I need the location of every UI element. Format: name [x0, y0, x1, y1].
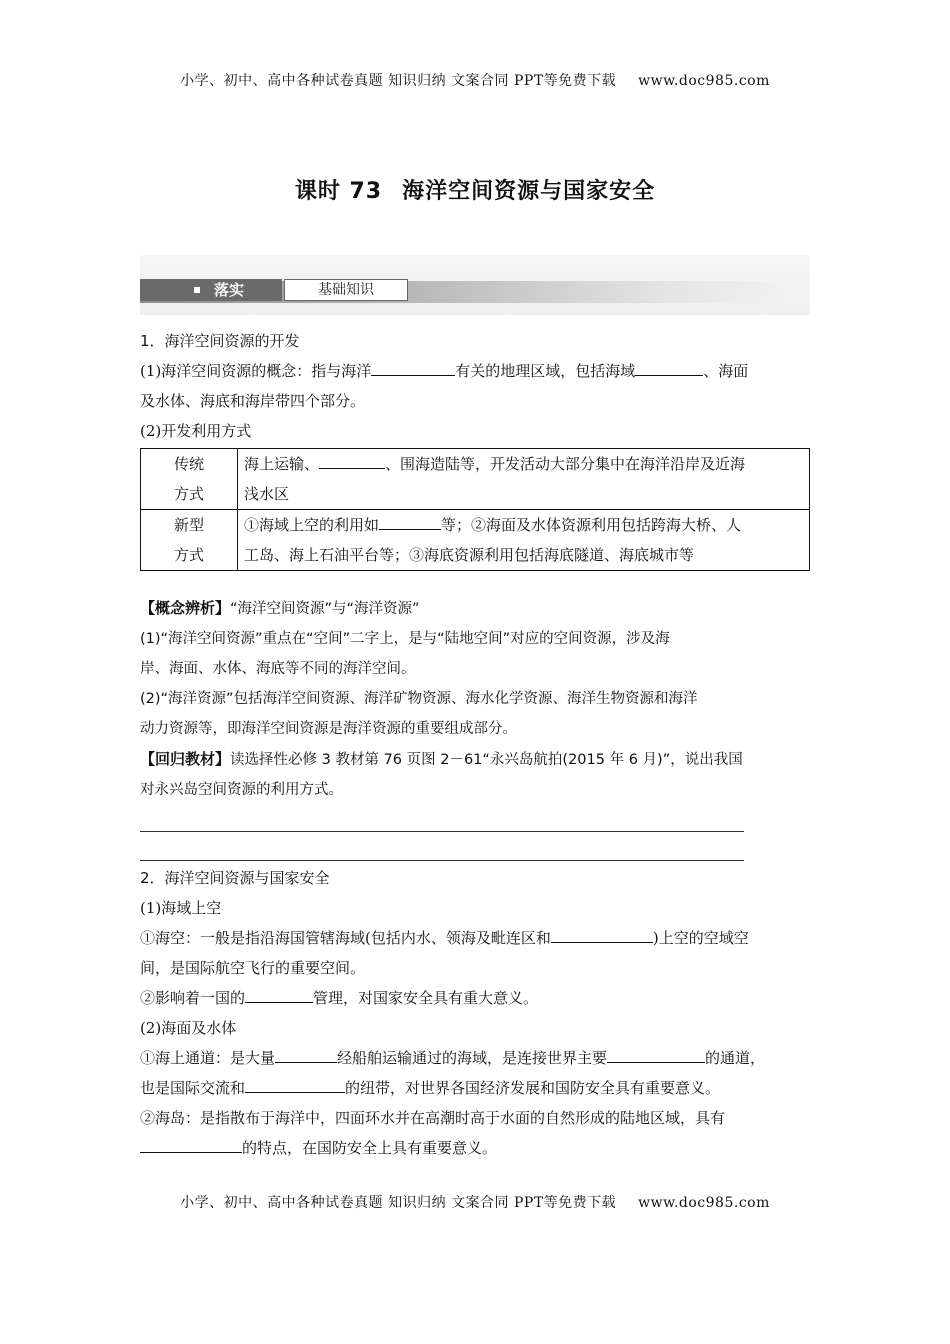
s1-p1c: 、海面 — [703, 362, 749, 380]
s2-a2b-text: 管理，对国家安全具有重大意义。 — [313, 989, 539, 1007]
lesson-title: 海洋空间资源与国家安全 — [402, 179, 656, 204]
s2-a1-cont: 间，是国际航空飞行的重要空间。 — [140, 959, 366, 977]
textbook-tag: 【回归教材】 — [140, 750, 231, 768]
concept-p1-cont: 岸、海面、水体、海底等不同的海洋空间。 — [140, 661, 416, 677]
s2-a2 — [140, 983, 812, 1013]
s2-sub2: (2)海面及水体 — [140, 1019, 237, 1037]
answer-line[interactable] — [140, 834, 744, 861]
concept-title: “海洋空间资源”与“海洋资源” — [230, 601, 420, 617]
table-label — [141, 510, 238, 571]
concept-tag: 【概念辨析】 — [140, 599, 231, 617]
table-label — [141, 449, 238, 510]
s1-heading: 1．海洋空间资源的开发 — [140, 332, 300, 350]
s2-a1-text: ①海空：一般是指沿海国管辖海域(包括内水、领海及毗连区和 — [140, 929, 551, 947]
cell-text: 浅水区 — [244, 485, 290, 503]
s2-b1 — [140, 1043, 812, 1073]
textbook-text: 读选择性必修 3 教材第 76 页图 2－61“永兴岛航拍(2015 年 6 月)”，说出我国 — [230, 752, 743, 768]
development-table — [140, 448, 810, 571]
blank — [371, 357, 455, 376]
cell-text: 、围海造陆等，开发活动大部分集中在海洋沿岸及近海 — [385, 455, 746, 473]
s2-b1b-text: 经船舶运输通过的海域，是连接世界主要 — [337, 1049, 608, 1067]
cell-text: 海上运输、 — [244, 455, 320, 473]
main-content — [140, 326, 812, 1163]
s2-a1b-text: )上空的空域空 — [652, 929, 749, 947]
lesson-number: 课时 73 — [294, 179, 383, 204]
page-footer — [0, 1192, 950, 1212]
label-line: 新型 — [173, 516, 204, 534]
blank — [551, 924, 653, 943]
concept-title-line — [140, 593, 812, 624]
s2-b2: ②海岛：是指散布于海洋中，四面环水并在高潮时高于水面的自然形成的陆地区域，具有 — [140, 1109, 726, 1127]
blank — [245, 1074, 345, 1093]
s2-b1a-text: ①海上通道：是大量 — [140, 1049, 276, 1067]
page-title — [0, 174, 950, 205]
table-row — [141, 449, 810, 510]
s1-p1 — [140, 356, 812, 386]
s2-b2b-text: 的特点，在国防安全上具有重要意义。 — [242, 1139, 498, 1157]
concept-p2: (2)“海洋资源”包括海洋空间资源、海洋矿物资源、海水化学资源、海洋生物资源和海洋 — [140, 691, 698, 707]
textbook-cont: 对永兴岛空间资源的利用方式。 — [140, 782, 343, 798]
s2-b2-cont — [140, 1133, 812, 1163]
label-line: 方式 — [173, 546, 204, 564]
s2-sub1: (1)海域上空 — [140, 899, 222, 917]
spacer — [140, 571, 812, 593]
cell-text: 等；②海面及水体资源利用包括跨海大桥、人 — [441, 516, 742, 534]
label-line: 方式 — [173, 485, 204, 503]
table-cell — [238, 510, 810, 571]
blank — [319, 450, 385, 469]
header-text: 小学、初中、高中各种试卷真题 知识归纳 文案合同 PPT等免费下载 — [180, 73, 617, 89]
s2-a2a-text: ②影响着一国的 — [140, 989, 246, 1007]
s2-a1 — [140, 923, 812, 953]
page-header — [0, 70, 950, 90]
table-cell — [238, 449, 810, 510]
blank — [275, 1044, 337, 1063]
footer-text: 小学、初中、高中各种试卷真题 知识归纳 文案合同 PPT等免费下载 — [180, 1195, 617, 1211]
s2-heading: 2．海洋空间资源与国家安全 — [140, 869, 330, 887]
header-url[interactable]: www.doc985.com — [638, 73, 770, 89]
s2-b1-cont — [140, 1073, 812, 1103]
s1-p1a: (1)海洋空间资源的概念：指与海洋 — [140, 362, 372, 380]
label-line: 传统 — [173, 455, 204, 473]
blank — [140, 1134, 242, 1153]
concept-p2-cont: 动力资源等，即海洋空间资源是海洋资源的重要组成部分。 — [140, 721, 517, 737]
section-tab-primary — [140, 279, 282, 301]
s2-b1c-text: 的通道， — [705, 1049, 766, 1067]
s1-p1b: 有关的地理区域，包括海域 — [455, 362, 636, 380]
textbook-line — [140, 744, 812, 775]
s1-p1-cont: 及水体、海底和海岸带四个部分。 — [140, 392, 366, 410]
s2-b1d-text: 也是国际交流和 — [140, 1079, 246, 1097]
s2-b1e-text: 的纽带，对世界各国经济发展和国防安全具有重要意义。 — [345, 1079, 721, 1097]
table-row — [141, 510, 810, 571]
square-bullet-icon — [194, 287, 200, 293]
section-tab-primary-label: 落实 — [214, 281, 245, 299]
blank — [635, 357, 703, 376]
blank — [245, 984, 313, 1003]
s1-p2: (2)开发利用方式 — [140, 422, 252, 440]
footer-url[interactable]: www.doc985.com — [638, 1195, 770, 1211]
section-bar — [140, 255, 810, 315]
blank — [379, 511, 441, 530]
concept-p1: (1)“海洋空间资源”重点在“空间”二字上，是与“陆地空间”对应的空间资源，涉及海 — [140, 631, 670, 647]
blank — [607, 1044, 705, 1063]
cell-text: ①海域上空的利用如 — [244, 516, 380, 534]
cell-text: 工岛、海上石油平台等；③海底资源利用包括海底隧道、海底城市等 — [244, 546, 695, 564]
section-tab-secondary: 基础知识 — [284, 279, 408, 301]
answer-line[interactable] — [140, 805, 744, 832]
